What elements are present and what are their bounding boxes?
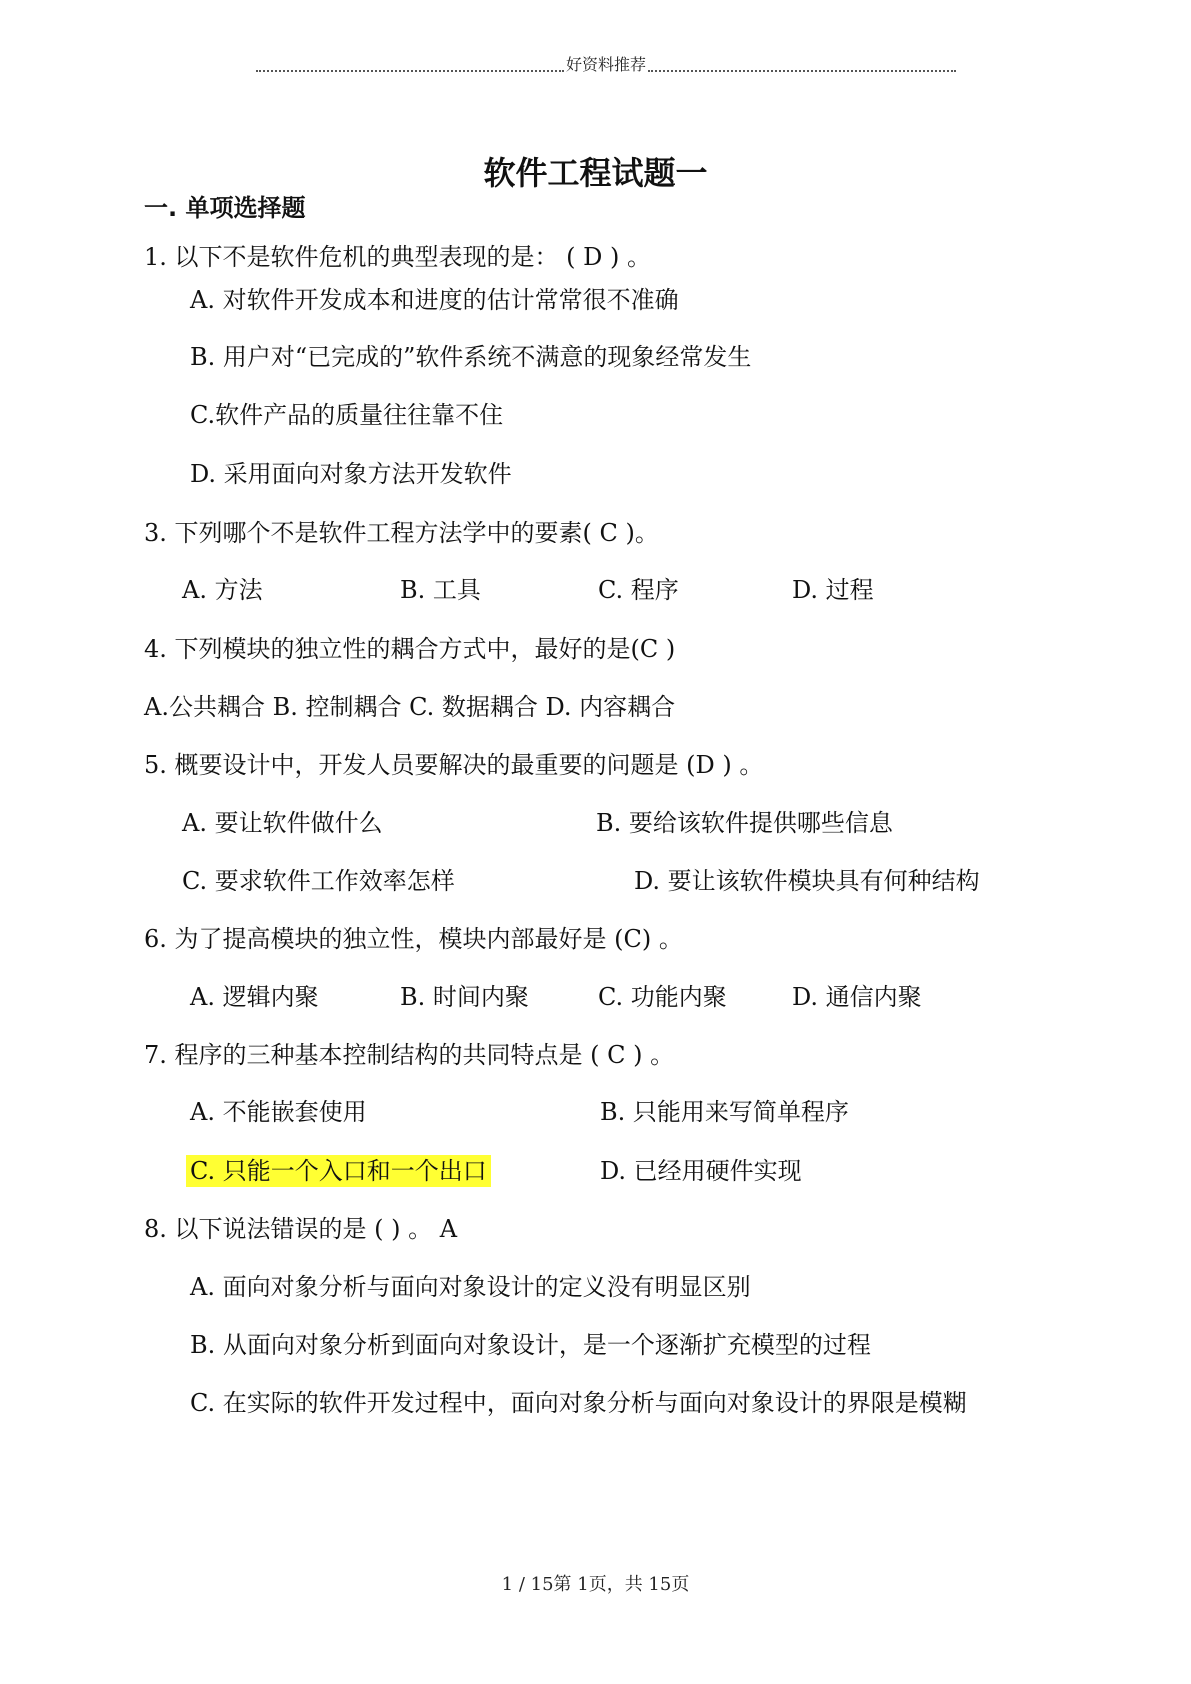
section-heading: 一. 单项选择题 (144, 194, 306, 222)
page-footer: 1 / 15第 1页，共 15页 (501, 1574, 690, 1595)
question-5-option-c: C. 要求软件工作效率怎样 (182, 867, 455, 895)
question-6-option-c: C. 功能内聚 (598, 983, 727, 1011)
question-3-stem: 3. 下列哪个不是软件工程方法学中的要素( C )。 (144, 519, 659, 547)
question-8-option-a: A. 面向对象分析与面向对象设计的定义没有明显区别 (190, 1273, 751, 1301)
question-5-option-a: A. 要让软件做什么 (182, 809, 383, 837)
question-7-option-a: A. 不能嵌套使用 (190, 1098, 367, 1126)
question-8-option-c: C. 在实际的软件开发过程中，面向对象分析与面向对象设计的界限是模糊 (190, 1389, 967, 1417)
question-6-option-d: D. 通信内聚 (792, 983, 922, 1011)
question-1-stem: 1. 以下不是软件危机的典型表现的是： ( D ) 。 (144, 243, 652, 271)
header-dots-right (648, 60, 956, 72)
question-3-option-d: D. 过程 (792, 576, 874, 604)
question-6-option-b: B. 时间内聚 (400, 983, 529, 1011)
page-header (256, 52, 956, 75)
header-text: 好资料推荐 (566, 55, 647, 74)
question-3-option-c: C. 程序 (598, 576, 679, 604)
question-8-option-b: B. 从面向对象分析到面向对象设计，是一个逐渐扩充模型的过程 (190, 1331, 871, 1359)
highlight-mark: C. 只能一个入口和一个出口 (186, 1155, 491, 1187)
question-6-stem: 6. 为了提高模块的独立性，模块内部最好是 (C) 。 (144, 925, 683, 953)
question-5-option-b: B. 要给该软件提供哪些信息 (596, 809, 893, 837)
question-1-option-b: B. 用户对“已完成的”软件系统不满意的现象经常发生 (190, 343, 752, 371)
question-1-option-a: A. 对软件开发成本和进度的估计常常很不准确 (190, 286, 679, 314)
document-title: 软件工程试题一 (483, 154, 708, 192)
question-7-option-c-highlighted (186, 1156, 491, 1186)
question-5-option-d: D. 要让该软件模块具有何种结构 (634, 867, 980, 895)
question-6-option-a: A. 逻辑内聚 (190, 983, 319, 1011)
header-dots-left (256, 60, 564, 72)
question-1-option-d: D. 采用面向对象方法开发软件 (190, 460, 512, 488)
question-4-stem: 4. 下列模块的独立性的耦合方式中，最好的是(C ) (144, 635, 676, 663)
question-7-option-d: D. 已经用硬件实现 (600, 1157, 802, 1185)
question-7-option-b: B. 只能用来写简单程序 (600, 1098, 849, 1126)
question-3-option-b: B. 工具 (400, 576, 481, 604)
question-1-option-c: C.软件产品的质量往往靠不住 (190, 401, 504, 429)
question-7-stem: 7. 程序的三种基本控制结构的共同特点是 ( C ) 。 (144, 1041, 675, 1069)
question-8-stem: 8. 以下说法错误的是 ( ) 。 A (144, 1215, 458, 1243)
question-4-options: A.公共耦合 B. 控制耦合 C. 数据耦合 D. 内容耦合 (144, 693, 676, 721)
question-5-stem: 5. 概要设计中，开发人员要解决的最重要的问题是 (D ) 。 (144, 751, 764, 779)
question-3-option-a: A. 方法 (182, 576, 263, 604)
